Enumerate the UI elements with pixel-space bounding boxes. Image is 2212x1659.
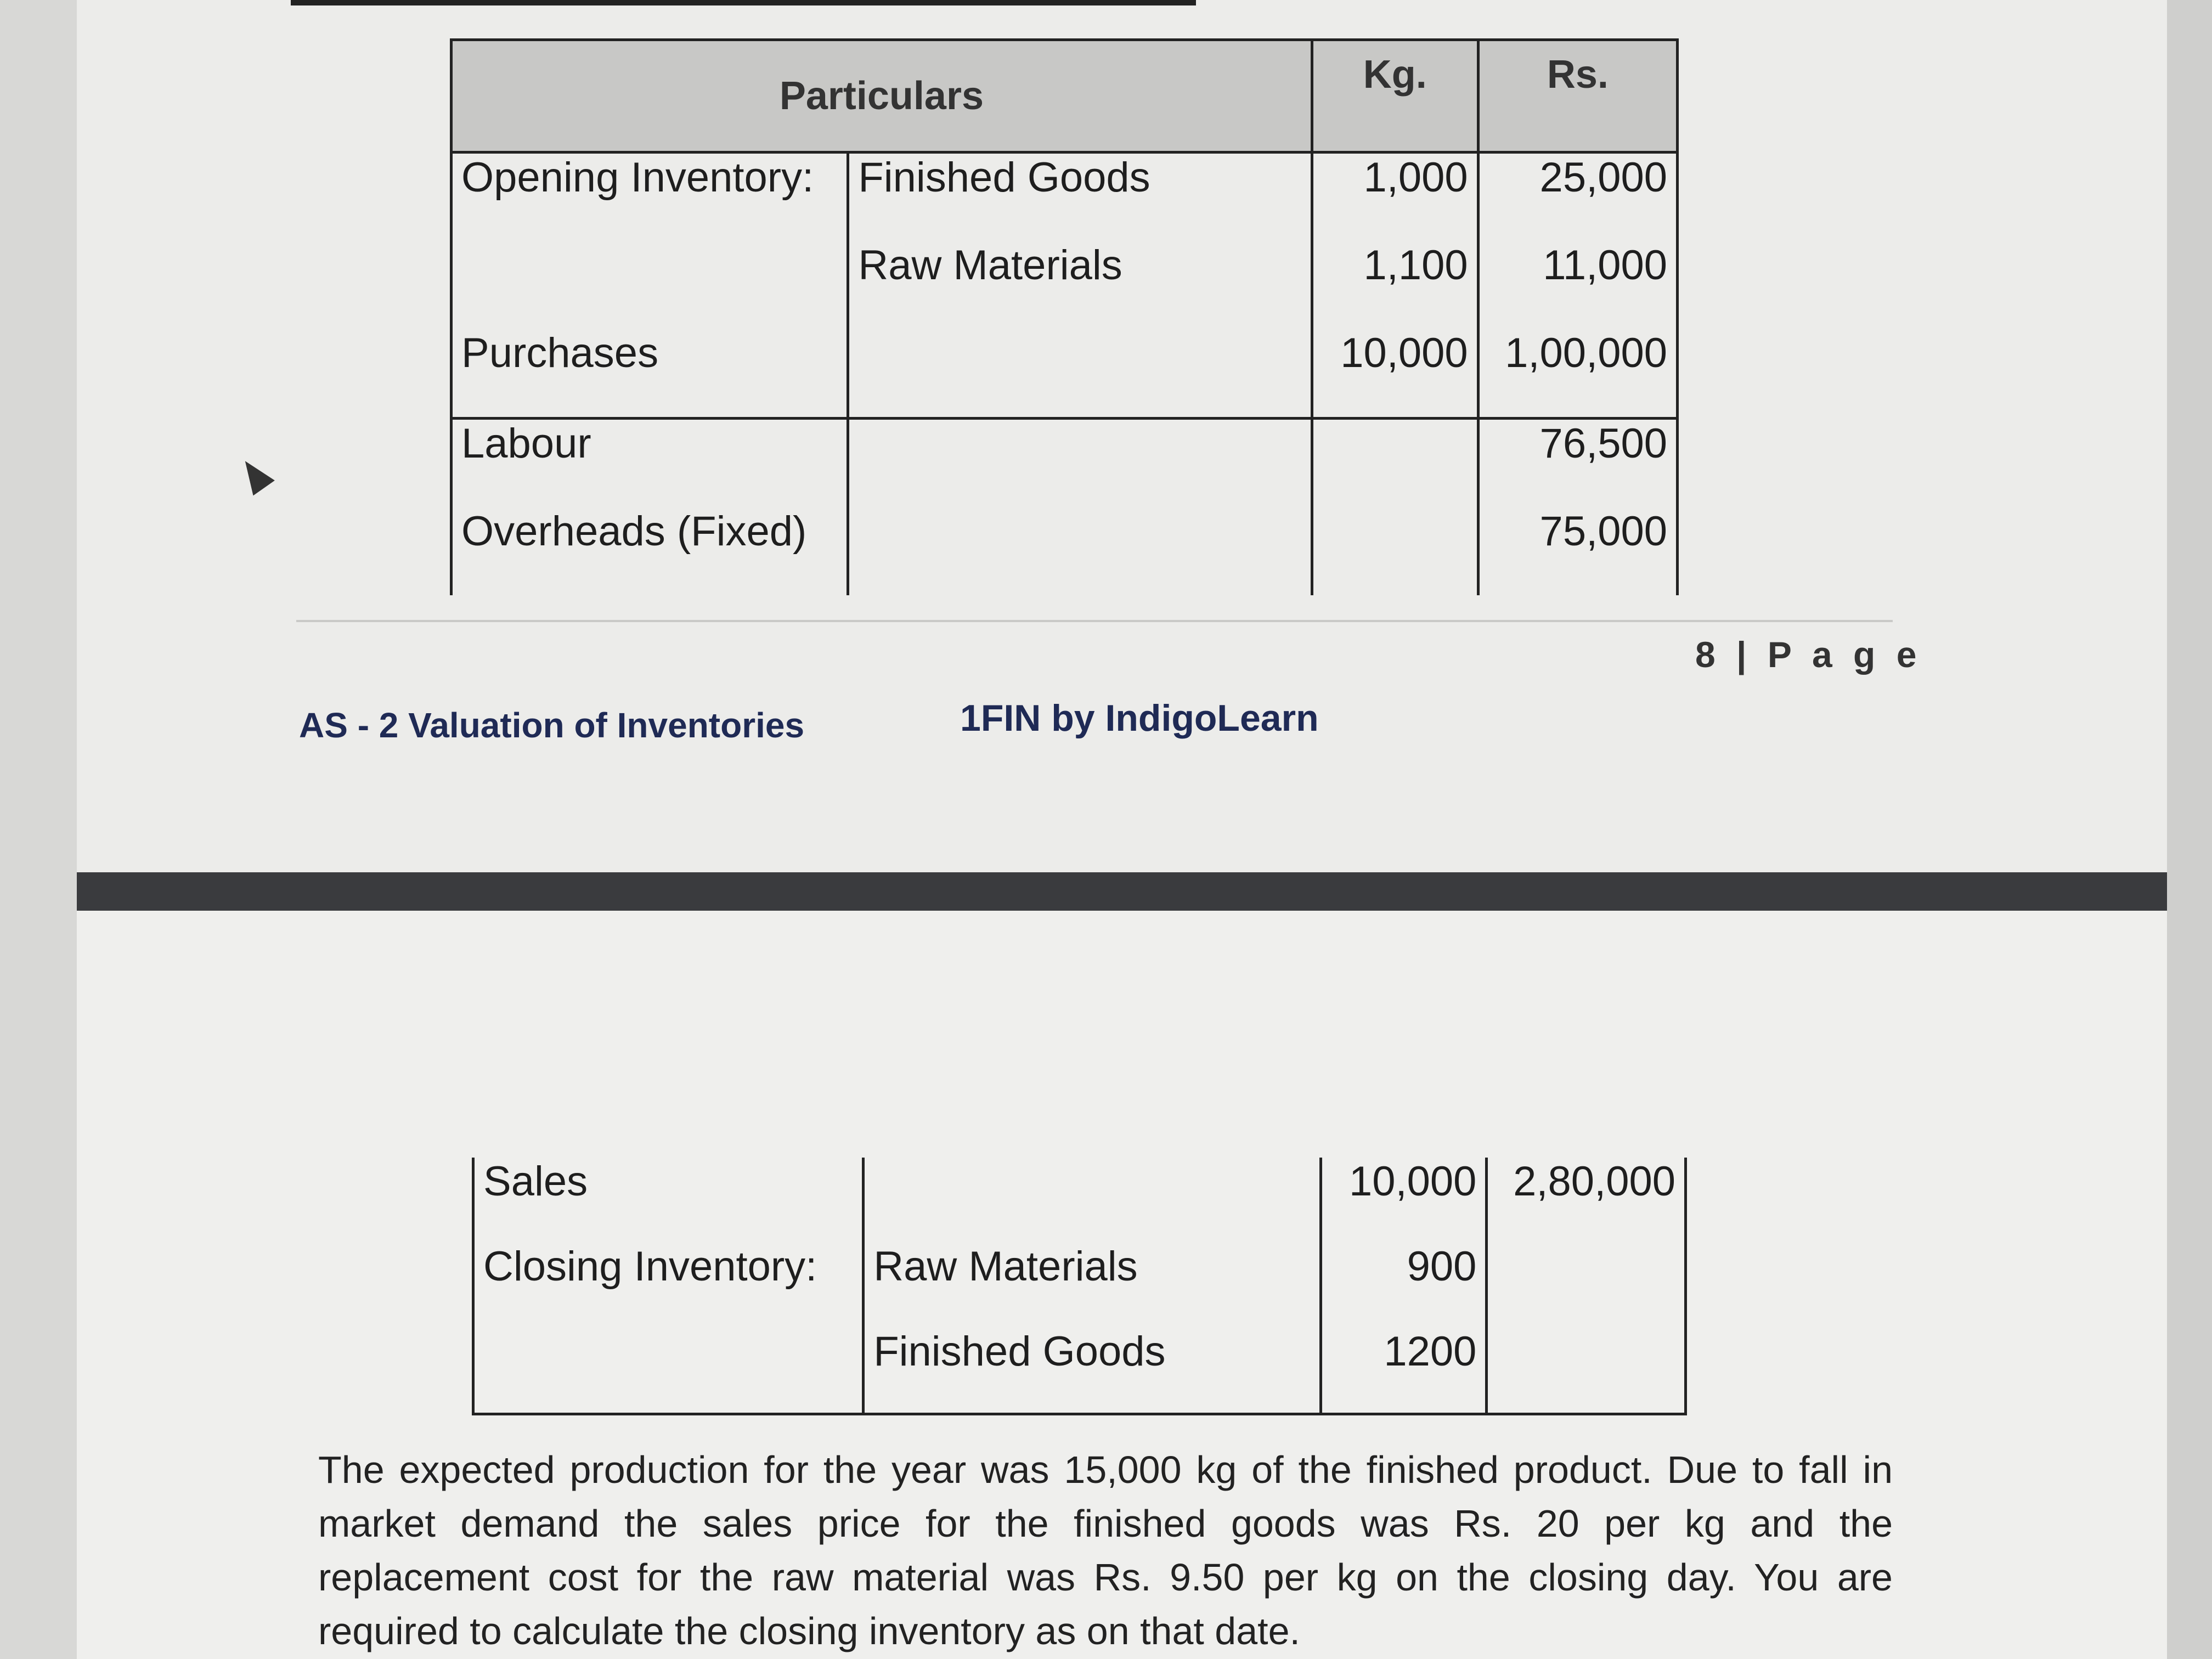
table-row — [452, 329, 1678, 419]
cell-rs: 1,00,000 — [1478, 329, 1677, 419]
cell-particular — [473, 1328, 864, 1414]
footer-title: AS - 2 Valuation of Inventories — [299, 706, 805, 745]
header-rs: Rs. — [1478, 40, 1677, 153]
cell-item: Raw Materials — [848, 241, 1312, 329]
table-row — [452, 153, 1678, 242]
cell-kg: 1200 — [1321, 1328, 1487, 1414]
cell-rs: 75,000 — [1478, 507, 1677, 595]
cell-rs — [1487, 1328, 1686, 1414]
cell-kg: 10,000 — [1321, 1158, 1487, 1243]
table-row — [452, 241, 1678, 329]
cell-particular: Closing Inventory: — [473, 1243, 864, 1328]
cell-particular: Opening Inventory: — [452, 153, 848, 242]
cell-rs: 76,500 — [1478, 419, 1677, 508]
cell-item: Raw Materials — [864, 1243, 1321, 1328]
cell-kg — [1312, 419, 1478, 508]
cell-particular: Purchases — [452, 329, 848, 419]
table-header-row — [452, 40, 1678, 153]
cell-item — [848, 507, 1312, 595]
cell-kg: 1,100 — [1312, 241, 1478, 329]
cell-item — [848, 329, 1312, 419]
cell-item — [848, 419, 1312, 508]
footer-divider — [296, 620, 1893, 622]
cell-rs: 11,000 — [1478, 241, 1677, 329]
table-row — [473, 1158, 1686, 1243]
header-particulars: Particulars — [452, 40, 1312, 153]
cell-particular: Overheads (Fixed) — [452, 507, 848, 595]
cell-particular — [452, 241, 848, 329]
cell-kg — [1312, 507, 1478, 595]
cell-particular: Sales — [473, 1158, 864, 1243]
page-number: 8 | P a g e — [1695, 634, 1922, 675]
table-row — [473, 1328, 1686, 1414]
cell-item: Finished Goods — [864, 1328, 1321, 1414]
cell-rs: 2,80,000 — [1487, 1158, 1686, 1243]
header-kg: Kg. — [1312, 40, 1478, 153]
cell-kg: 1,000 — [1312, 153, 1478, 242]
table-row — [452, 507, 1678, 595]
table-row — [473, 1243, 1686, 1328]
cell-rs: 25,000 — [1478, 153, 1677, 242]
inventory-table-bottom — [472, 1158, 1687, 1415]
cell-particular: Labour — [452, 419, 848, 508]
cell-kg: 10,000 — [1312, 329, 1478, 419]
cell-item — [864, 1158, 1321, 1243]
footer-brand: 1FIN by IndigoLearn — [960, 697, 1319, 739]
cell-kg: 900 — [1321, 1243, 1487, 1328]
cell-item: Finished Goods — [848, 153, 1312, 242]
screen-edge — [2167, 0, 2212, 1659]
page-gap — [77, 872, 2167, 911]
cell-rs — [1487, 1243, 1686, 1328]
inventory-table-top — [450, 38, 1679, 595]
table-row — [452, 419, 1678, 508]
question-paragraph: The expected production for the year was 15,000 kg of the finished product. Due to fall in market demand the sales price for the finished goods was Rs. 20 per kg and the replacement cost for the raw material was Rs. 9.50 per kg on the closing day. You are required to calculate the closing inventory as on that date. — [318, 1448, 1893, 1652]
top-rule — [291, 0, 1196, 5]
